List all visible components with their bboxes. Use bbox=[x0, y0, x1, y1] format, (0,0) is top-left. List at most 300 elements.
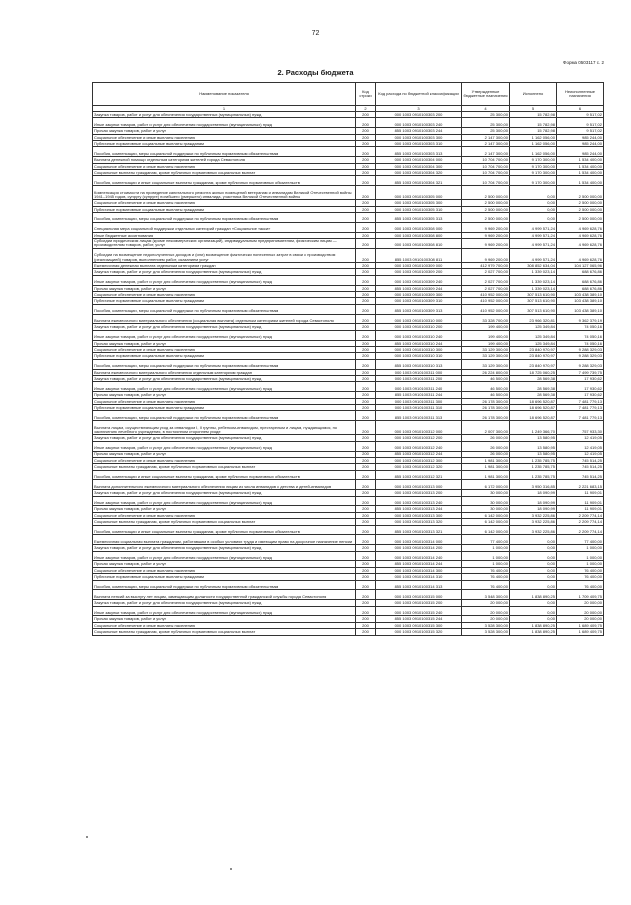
row-name-cell: Социальное обеспечение и иные выплаты населению bbox=[93, 347, 356, 353]
row-line-code-cell: 200 bbox=[356, 163, 376, 169]
row-name-cell: Выплата денежной помощи отдельным категориям жителей города Севастополя bbox=[93, 157, 356, 163]
row-approved-cell: 9 969 200,00 bbox=[462, 232, 510, 238]
row-executed-cell: 1 162 056,00 bbox=[510, 147, 557, 157]
row-classification-cell: 855 1003 0910100309 244 bbox=[376, 285, 462, 291]
row-line-code-cell: 200 bbox=[356, 292, 376, 298]
row-line-code-cell: 200 bbox=[356, 616, 376, 622]
row-approved-cell: 33 129 300,00 bbox=[462, 353, 510, 359]
row-unexecuted-cell: 1 000,00 bbox=[557, 561, 604, 567]
row-unexecuted-cell: 2 209 774,14 bbox=[557, 512, 604, 518]
row-name-cell: Публичные нормативные социальные выплаты гражданам bbox=[93, 140, 356, 146]
row-classification-cell: 000 1003 0910100305 310 bbox=[376, 206, 462, 212]
row-line-code-cell: 200 bbox=[356, 600, 376, 606]
row-approved-cell: 1 981 300,00 bbox=[462, 470, 510, 480]
row-approved-cell: 1 000,00 bbox=[462, 551, 510, 561]
row-unexecuted-cell: 4 969 628,76 bbox=[557, 222, 604, 232]
row-name-cell: Прочая закупка товаров, работ и услуг bbox=[93, 340, 356, 346]
row-classification-cell: 855 1003 0910100315 244 bbox=[376, 616, 462, 622]
row-name-cell: Прочая закупка товаров, работ и услуг bbox=[93, 561, 356, 567]
row-classification-cell: 855 1003 0910100303 244 bbox=[376, 128, 462, 134]
row-line-code-cell: 200 bbox=[356, 206, 376, 212]
row-classification-cell: 000 1003 0910100315 320 bbox=[376, 629, 462, 635]
row-approved-cell: 3 528 300,00 bbox=[462, 622, 510, 628]
row-unexecuted-cell: 103 438 389,10 bbox=[557, 292, 604, 298]
row-approved-cell: 2 147 300,00 bbox=[462, 147, 510, 157]
row-approved-cell: 76 400,00 bbox=[462, 574, 510, 580]
row-executed-cell: 1 838 890,25 bbox=[510, 622, 557, 628]
row-name-cell: Иные закупки товаров, работ и услуг для обеспечения государственных (муниципальных) нужд bbox=[93, 382, 356, 392]
header-approved: Утвержденные бюджетные назначения bbox=[462, 83, 510, 106]
row-line-code-cell: 200 bbox=[356, 200, 376, 206]
section-title: 2. Расходы бюджета bbox=[277, 68, 354, 77]
row-executed-cell: 0,00 bbox=[510, 213, 557, 223]
row-classification-cell: 855 1003 0910100304 321 bbox=[376, 176, 462, 186]
row-unexecuted-cell: 745 514,25 bbox=[557, 464, 604, 470]
row-executed-cell: 307 513 610,90 bbox=[510, 304, 557, 314]
header-unexecuted: Неисполненные назначения bbox=[557, 83, 604, 106]
row-executed-cell: 0,00 bbox=[510, 574, 557, 580]
row-unexecuted-cell: 1 534 400,00 bbox=[557, 169, 604, 175]
row-name-cell: Иные закупки товаров, работ и услуг для обеспечения государственных (муниципальных) нужд bbox=[93, 551, 356, 561]
row-executed-cell: 0,00 bbox=[510, 580, 557, 590]
row-unexecuted-cell: 1 534 400,00 bbox=[557, 176, 604, 186]
row-executed-cell: 28 569,38 bbox=[510, 382, 557, 392]
row-unexecuted-cell: 74 050,16 bbox=[557, 340, 604, 346]
row-unexecuted-cell: 1 000,00 bbox=[557, 551, 604, 561]
header-classification-code: Код расхода по бюджетной классификации bbox=[376, 83, 462, 106]
row-approved-cell: 3 528 300,00 bbox=[462, 629, 510, 635]
table-row bbox=[93, 213, 604, 223]
row-executed-cell: 23 840 970,97 bbox=[510, 347, 557, 353]
row-line-code-cell: 200 bbox=[356, 330, 376, 340]
row-unexecuted-cell: 9 517,02 bbox=[557, 118, 604, 128]
row-executed-cell: 1 235 785,75 bbox=[510, 457, 557, 463]
row-line-code-cell: 200 bbox=[356, 398, 376, 404]
row-line-code-cell: 200 bbox=[356, 222, 376, 232]
page-number: 72 bbox=[311, 30, 320, 37]
table-row bbox=[93, 580, 604, 590]
row-executed-cell: 125 349,84 bbox=[510, 324, 557, 330]
row-approved-cell: 2 147 300,00 bbox=[462, 140, 510, 146]
row-executed-cell: 0,00 bbox=[510, 535, 557, 545]
row-executed-cell: 23 840 970,97 bbox=[510, 353, 557, 359]
row-classification-cell: 000 1003 0910100304 300 bbox=[376, 163, 462, 169]
row-approved-cell: 2 500 000,00 bbox=[462, 200, 510, 206]
row-unexecuted-cell: 2 500 000,00 bbox=[557, 200, 604, 206]
row-line-code-cell: 200 bbox=[356, 340, 376, 346]
row-line-code-cell: 200 bbox=[356, 169, 376, 175]
row-approved-cell: 412 979 700,00 bbox=[462, 263, 510, 269]
row-classification-cell: 000 1003 0910100309 310 bbox=[376, 298, 462, 304]
row-executed-cell: 15 782,98 bbox=[510, 128, 557, 134]
table-row bbox=[93, 525, 604, 535]
table-row bbox=[93, 239, 604, 249]
row-line-code-cell: 200 bbox=[356, 470, 376, 480]
row-unexecuted-cell: 20 000,00 bbox=[557, 616, 604, 622]
table-row bbox=[93, 480, 604, 490]
row-executed-cell: 3 950 316,85 bbox=[510, 480, 557, 490]
row-executed-cell: 0,00 bbox=[510, 551, 557, 561]
row-executed-cell: 1 235 785,75 bbox=[510, 464, 557, 470]
row-line-code-cell: 200 bbox=[356, 186, 376, 200]
row-executed-cell: 1 162 056,00 bbox=[510, 140, 557, 146]
row-executed-cell: 13 580,95 bbox=[510, 441, 557, 451]
row-name-cell: Иные бюджетные ассигнования bbox=[93, 232, 356, 238]
row-name-cell: Иные закупки товаров, работ и услуг для обеспечения государственных (муниципальных) нужд bbox=[93, 441, 356, 451]
row-line-code-cell: 200 bbox=[356, 590, 376, 600]
table-row bbox=[93, 629, 604, 635]
row-line-code-cell: 200 bbox=[356, 128, 376, 134]
row-name-cell: Социальное обеспечение и иные выплаты населению bbox=[93, 457, 356, 463]
row-executed-cell: 3 932 225,86 bbox=[510, 519, 557, 525]
row-name-cell: Ежемесячная социальная выплата гражданам, работавшим в особых условиях труда и имеющим право на досрочное назначение пенсии bbox=[93, 535, 356, 545]
table-row bbox=[93, 441, 604, 451]
row-classification-cell: 000 1003 0910100310 240 bbox=[376, 330, 462, 340]
row-classification-cell: 000 1003 0910100303 200 bbox=[376, 112, 462, 118]
row-line-code-cell: 200 bbox=[356, 421, 376, 435]
row-approved-cell: 26 224 800,00 bbox=[462, 369, 510, 375]
row-unexecuted-cell: 2 500 000,00 bbox=[557, 213, 604, 223]
row-line-code-cell: 200 bbox=[356, 512, 376, 518]
row-name-cell: Прочая закупка товаров, работ и услуг bbox=[93, 616, 356, 622]
row-name-cell: Выплата пенсий за выслугу лет лицам, замещающим должности государственной гражданской службы города Севастополя bbox=[93, 590, 356, 600]
column-number: 1 bbox=[93, 106, 356, 112]
row-executed-cell: 4 999 571,24 bbox=[510, 222, 557, 232]
row-executed-cell: 308 852 634,04 bbox=[510, 263, 557, 269]
row-classification-cell: 000 1003 0910100312 300 bbox=[376, 457, 462, 463]
row-unexecuted-cell: 12 419,05 bbox=[557, 441, 604, 451]
row-line-code-cell: 200 bbox=[356, 480, 376, 490]
row-name-cell: Прочая закупка товаров, работ и услуг bbox=[93, 128, 356, 134]
row-approved-cell: 26 000,00 bbox=[462, 451, 510, 457]
row-name-cell: Публичные нормативные социальные выплаты гражданам bbox=[93, 298, 356, 304]
row-executed-cell: 18 090,99 bbox=[510, 496, 557, 506]
row-name-cell: Социальное обеспечение и иные выплаты населению bbox=[93, 292, 356, 298]
row-executed-cell: 15 782,98 bbox=[510, 112, 557, 118]
row-line-code-cell: 200 bbox=[356, 239, 376, 249]
row-executed-cell: 9 170 300,00 bbox=[510, 176, 557, 186]
row-approved-cell: 9 969 200,00 bbox=[462, 222, 510, 232]
row-line-code-cell: 200 bbox=[356, 561, 376, 567]
row-unexecuted-cell: 1 000,00 bbox=[557, 545, 604, 551]
row-approved-cell: 10 704 700,00 bbox=[462, 157, 510, 163]
row-name-cell: Иные закупки товаров, работ и услуг для обеспечения государственных (муниципальных) нужд bbox=[93, 606, 356, 616]
row-approved-cell: 410 952 000,00 bbox=[462, 298, 510, 304]
row-unexecuted-cell: 7 481 779,13 bbox=[557, 404, 604, 410]
row-classification-cell: 000 1003 0910100308 800 bbox=[376, 232, 462, 238]
row-classification-cell: 000 1003 0910100310 300 bbox=[376, 347, 462, 353]
row-executed-cell: 0,00 bbox=[510, 567, 557, 573]
table-row bbox=[93, 411, 604, 421]
row-unexecuted-cell: 1 689 409,75 bbox=[557, 629, 604, 635]
row-executed-cell: 9 170 300,00 bbox=[510, 169, 557, 175]
row-classification-cell: 855 1003 0910100309 313 bbox=[376, 304, 462, 314]
row-classification-cell: 000 1003 0910100311 310 bbox=[376, 404, 462, 410]
row-classification-cell: 855 1003 0910100312 244 bbox=[376, 451, 462, 457]
row-name-cell: Закупка товаров, работ и услуг для обеспечения государственных (муниципальных) нужд bbox=[93, 600, 356, 606]
row-unexecuted-cell: 17 930,62 bbox=[557, 392, 604, 398]
row-name-cell: Социальные выплаты гражданам, кроме публичных нормативных социальных выплат bbox=[93, 464, 356, 470]
row-executed-cell: 307 513 610,90 bbox=[510, 298, 557, 304]
row-name-cell: Пособия, компенсации, меры социальной поддержки по публичным нормативным обязательствам bbox=[93, 213, 356, 223]
row-name-cell: Пособия, компенсации и иные социальные выплаты гражданам, кроме публичных нормативных обязательств bbox=[93, 176, 356, 186]
row-name-cell: Специальная мера социальной поддержки отдельных категорий граждан «Социальное такси» bbox=[93, 222, 356, 232]
row-unexecuted-cell: 2 500 000,00 bbox=[557, 206, 604, 212]
row-approved-cell: 3 548 300,00 bbox=[462, 590, 510, 600]
row-line-code-cell: 200 bbox=[356, 314, 376, 324]
row-line-code-cell: 200 bbox=[356, 567, 376, 573]
row-approved-cell: 20 000,00 bbox=[462, 606, 510, 616]
row-unexecuted-cell: 1 689 409,75 bbox=[557, 622, 604, 628]
row-classification-cell: 000 1003 0910100313 200 bbox=[376, 490, 462, 496]
row-approved-cell: 199 400,00 bbox=[462, 324, 510, 330]
table-row bbox=[93, 304, 604, 314]
row-unexecuted-cell: 745 514,25 bbox=[557, 470, 604, 480]
row-classification-cell: 000 1003 0910100314 000 bbox=[376, 535, 462, 545]
table-row bbox=[93, 470, 604, 480]
row-classification-cell: 000 1003 0910100303 240 bbox=[376, 118, 462, 128]
row-line-code-cell: 200 bbox=[356, 496, 376, 506]
row-name-cell: Публичные нормативные социальные выплаты гражданам bbox=[93, 404, 356, 410]
row-unexecuted-cell: 1 534 400,00 bbox=[557, 163, 604, 169]
row-name-cell: Закупка товаров, работ и услуг для обеспечения государственных (муниципальных) нужд bbox=[93, 324, 356, 330]
row-approved-cell: 1 000,00 bbox=[462, 545, 510, 551]
row-unexecuted-cell: 9 517,02 bbox=[557, 128, 604, 134]
expenses-table bbox=[92, 82, 604, 636]
column-number: 6 bbox=[557, 106, 604, 112]
row-executed-cell: 0,00 bbox=[510, 606, 557, 616]
row-line-code-cell: 200 bbox=[356, 285, 376, 291]
row-approved-cell: 25 300,00 bbox=[462, 128, 510, 134]
row-approved-cell: 30 000,00 bbox=[462, 490, 510, 496]
row-line-code-cell: 200 bbox=[356, 404, 376, 410]
table-row bbox=[93, 248, 604, 262]
row-line-code-cell: 200 bbox=[356, 464, 376, 470]
row-executed-cell: 18 696 520,87 bbox=[510, 404, 557, 410]
row-approved-cell: 1 981 300,00 bbox=[462, 457, 510, 463]
row-classification-cell: 855 1003 0910100311 244 bbox=[376, 392, 462, 398]
row-executed-cell: 0,00 bbox=[510, 200, 557, 206]
row-executed-cell: 0,00 bbox=[510, 561, 557, 567]
row-executed-cell: 125 349,84 bbox=[510, 330, 557, 340]
row-name-cell: Закупка товаров, работ и услуг для обеспечения государственных (муниципальных) нужд bbox=[93, 269, 356, 275]
row-name-cell: Социальные выплаты гражданам, кроме публичных нормативных социальных выплат bbox=[93, 519, 356, 525]
table-row bbox=[93, 551, 604, 561]
row-unexecuted-cell: 4 969 628,76 bbox=[557, 232, 604, 238]
row-classification-cell: 000 1003 0910100313 320 bbox=[376, 519, 462, 525]
row-line-code-cell: 200 bbox=[356, 411, 376, 421]
row-name-cell: Ежемесячная денежная выплата отдельным категориям граждан bbox=[93, 263, 356, 269]
row-name-cell: Иные закупки товаров, работ и услуг для обеспечения государственных (муниципальных) нужд bbox=[93, 118, 356, 128]
row-classification-cell: 000 1003 0910100309 000 bbox=[376, 263, 462, 269]
scan-speck bbox=[230, 868, 232, 870]
table-body bbox=[93, 112, 604, 636]
row-approved-cell: 2 027 700,00 bbox=[462, 269, 510, 275]
row-classification-cell: 855 1003 0910100310 244 bbox=[376, 340, 462, 346]
row-line-code-cell: 200 bbox=[356, 545, 376, 551]
row-approved-cell: 10 704 700,00 bbox=[462, 163, 510, 169]
row-classification-cell: 855 1003 0910100310 313 bbox=[376, 359, 462, 369]
row-classification-cell: 855 1003 0910100308 811 bbox=[376, 248, 462, 262]
row-unexecuted-cell: 103 438 389,10 bbox=[557, 304, 604, 314]
row-classification-cell: 855 1003 0910100313 244 bbox=[376, 506, 462, 512]
row-unexecuted-cell: 12 419,05 bbox=[557, 435, 604, 441]
table-row bbox=[93, 275, 604, 285]
row-classification-cell: 000 1003 0910100310 000 bbox=[376, 314, 462, 324]
row-classification-cell: 000 1003 0910100313 300 bbox=[376, 512, 462, 518]
row-name-cell: Публичные нормативные социальные выплаты гражданам bbox=[93, 206, 356, 212]
row-line-code-cell: 200 bbox=[356, 382, 376, 392]
row-classification-cell: 000 1003 0910100312 000 bbox=[376, 421, 462, 435]
column-number: 2 bbox=[356, 106, 376, 112]
row-name-cell: Пособия, компенсации, меры социальной поддержки по публичным нормативным обязательствам bbox=[93, 411, 356, 421]
row-unexecuted-cell: 9 288 329,03 bbox=[557, 359, 604, 369]
row-executed-cell: 28 569,38 bbox=[510, 375, 557, 381]
row-approved-cell: 30 000,00 bbox=[462, 506, 510, 512]
table-row bbox=[93, 314, 604, 324]
row-name-cell: Социальное обеспечение и иные выплаты населению bbox=[93, 163, 356, 169]
row-executed-cell: 18 090,99 bbox=[510, 506, 557, 512]
row-approved-cell: 9 969 200,00 bbox=[462, 248, 510, 262]
row-classification-cell: 000 1003 0910100305 300 bbox=[376, 200, 462, 206]
row-approved-cell: 46 500,00 bbox=[462, 375, 510, 381]
row-line-code-cell: 200 bbox=[356, 232, 376, 238]
row-unexecuted-cell: 76 400,00 bbox=[557, 580, 604, 590]
row-name-cell: Закупка товаров, работ и услуг для обеспечения государственных (муниципальных) нужд bbox=[93, 435, 356, 441]
row-name-cell: Субсидии юридическим лицам (кроме некоммерческих организаций), индивидуальным предпринимателям, физическим лицам — производителям товаров, работ, услуг bbox=[93, 239, 356, 249]
row-unexecuted-cell: 757 933,30 bbox=[557, 421, 604, 435]
row-approved-cell: 6 172 000,00 bbox=[462, 480, 510, 490]
row-line-code-cell: 200 bbox=[356, 304, 376, 314]
row-executed-cell: 18 696 520,87 bbox=[510, 411, 557, 421]
row-approved-cell: 410 952 000,00 bbox=[462, 304, 510, 314]
table-row bbox=[93, 606, 604, 616]
row-executed-cell: 18 090,99 bbox=[510, 490, 557, 496]
row-classification-cell: 000 1003 0910100312 320 bbox=[376, 464, 462, 470]
row-name-cell: Прочая закупка товаров, работ и услуг bbox=[93, 392, 356, 398]
table-row bbox=[93, 222, 604, 232]
row-classification-cell: 000 1003 0910100304 320 bbox=[376, 169, 462, 175]
row-approved-cell: 2 500 000,00 bbox=[462, 213, 510, 223]
row-executed-cell: 0,00 bbox=[510, 186, 557, 200]
row-unexecuted-cell: 7 481 779,13 bbox=[557, 411, 604, 421]
row-unexecuted-cell: 76 400,00 bbox=[557, 567, 604, 573]
row-approved-cell: 10 704 700,00 bbox=[462, 176, 510, 186]
row-unexecuted-cell: 103 438 389,10 bbox=[557, 298, 604, 304]
row-executed-cell: 1 339 023,14 bbox=[510, 275, 557, 285]
row-classification-cell: 855 1003 0910100305 313 bbox=[376, 213, 462, 223]
table-row bbox=[93, 330, 604, 340]
table-row bbox=[93, 186, 604, 200]
row-name-cell: Социальные выплаты гражданам, кроме публичных нормативных социальных выплат bbox=[93, 169, 356, 175]
row-approved-cell: 199 400,00 bbox=[462, 340, 510, 346]
row-classification-cell: 000 1003 0910100311 200 bbox=[376, 375, 462, 381]
row-name-cell: Социальное обеспечение и иные выплаты населению bbox=[93, 622, 356, 628]
row-executed-cell: 0,00 bbox=[510, 600, 557, 606]
row-unexecuted-cell: 11 909,01 bbox=[557, 496, 604, 506]
row-classification-cell: 855 1003 0910100303 313 bbox=[376, 147, 462, 157]
row-classification-cell: 000 1003 0910100314 240 bbox=[376, 551, 462, 561]
row-line-code-cell: 200 bbox=[356, 375, 376, 381]
row-classification-cell: 000 1003 0910100314 310 bbox=[376, 574, 462, 580]
row-classification-cell: 000 1003 0910100312 200 bbox=[376, 435, 462, 441]
row-line-code-cell: 200 bbox=[356, 506, 376, 512]
row-unexecuted-cell: 688 676,86 bbox=[557, 269, 604, 275]
row-executed-cell: 0,00 bbox=[510, 616, 557, 622]
row-approved-cell: 46 500,00 bbox=[462, 392, 510, 398]
row-line-code-cell: 200 bbox=[356, 369, 376, 375]
row-classification-cell: 000 1003 0910100311 300 bbox=[376, 398, 462, 404]
row-name-cell: Иные закупки товаров, работ и услуг для обеспечения государственных (муниципальных) нужд bbox=[93, 330, 356, 340]
row-unexecuted-cell: 20 000,00 bbox=[557, 606, 604, 616]
row-unexecuted-cell: 11 909,01 bbox=[557, 490, 604, 496]
row-executed-cell: 307 513 610,90 bbox=[510, 292, 557, 298]
row-classification-cell: 000 1003 0910100311 000 bbox=[376, 369, 462, 375]
row-executed-cell: 15 782,98 bbox=[510, 118, 557, 128]
row-classification-cell: 000 1003 0910100313 240 bbox=[376, 496, 462, 506]
row-classification-cell: 000 1003 0910100309 240 bbox=[376, 275, 462, 285]
row-classification-cell: 000 1003 0910100313 000 bbox=[376, 480, 462, 490]
row-unexecuted-cell: 985 244,00 bbox=[557, 140, 604, 146]
row-name-cell: Выплата ежемесячного материального обеспечения (социальная выплата) отдельным категориям жителей города Севастополя bbox=[93, 314, 356, 324]
row-classification-cell: 855 1003 0910100314 244 bbox=[376, 561, 462, 567]
row-line-code-cell: 200 bbox=[356, 112, 376, 118]
header-line-code: Код строки bbox=[356, 83, 376, 106]
row-line-code-cell: 200 bbox=[356, 574, 376, 580]
row-unexecuted-cell: 1 709 409,75 bbox=[557, 590, 604, 600]
row-line-code-cell: 200 bbox=[356, 629, 376, 635]
row-name-cell: Социальное обеспечение и иные выплаты населению bbox=[93, 512, 356, 518]
row-classification-cell: 000 1003 0910100310 310 bbox=[376, 353, 462, 359]
row-classification-cell: 000 1003 0910100308 000 bbox=[376, 222, 462, 232]
row-line-code-cell: 200 bbox=[356, 140, 376, 146]
row-unexecuted-cell: 77 400,00 bbox=[557, 535, 604, 545]
row-line-code-cell: 200 bbox=[356, 269, 376, 275]
row-approved-cell: 9 969 200,00 bbox=[462, 239, 510, 249]
row-line-code-cell: 200 bbox=[356, 353, 376, 359]
row-approved-cell: 77 400,00 bbox=[462, 535, 510, 545]
row-executed-cell: 13 580,95 bbox=[510, 451, 557, 457]
table-row bbox=[93, 496, 604, 506]
row-classification-cell: 000 1003 0910100314 200 bbox=[376, 545, 462, 551]
row-executed-cell: 23 966 320,81 bbox=[510, 314, 557, 324]
row-executed-cell: 1 339 023,14 bbox=[510, 285, 557, 291]
row-line-code-cell: 200 bbox=[356, 519, 376, 525]
row-line-code-cell: 200 bbox=[356, 298, 376, 304]
row-approved-cell: 6 142 000,00 bbox=[462, 512, 510, 518]
row-unexecuted-cell: 4 969 628,76 bbox=[557, 239, 604, 249]
row-line-code-cell: 200 bbox=[356, 580, 376, 590]
row-line-code-cell: 200 bbox=[356, 435, 376, 441]
row-approved-cell: 26 000,00 bbox=[462, 435, 510, 441]
row-unexecuted-cell: 17 930,62 bbox=[557, 382, 604, 392]
row-unexecuted-cell: 2 221 683,15 bbox=[557, 480, 604, 490]
row-classification-cell: 000 1003 0910100305 000 bbox=[376, 186, 462, 200]
column-number: 4 bbox=[462, 106, 510, 112]
column-number: 5 bbox=[510, 106, 557, 112]
row-name-cell: Выплата лицам, осуществляющим уход за инвалидом I, II группы, ребенком-инвалидом, престарелым и лицам, нуждающимся, по заключению лечебного учреждения, в постоянном стороннем уходе bbox=[93, 421, 356, 435]
row-executed-cell: 1 838 890,25 bbox=[510, 629, 557, 635]
row-unexecuted-cell: 985 244,00 bbox=[557, 147, 604, 157]
row-executed-cell: 1 838 890,25 bbox=[510, 590, 557, 600]
row-executed-cell: 1 339 023,14 bbox=[510, 269, 557, 275]
row-approved-cell: 2 147 300,00 bbox=[462, 134, 510, 140]
row-line-code-cell: 200 bbox=[356, 606, 376, 616]
row-line-code-cell: 200 bbox=[356, 525, 376, 535]
row-line-code-cell: 200 bbox=[356, 490, 376, 496]
row-unexecuted-cell: 7 499 739,75 bbox=[557, 369, 604, 375]
row-line-code-cell: 200 bbox=[356, 324, 376, 330]
